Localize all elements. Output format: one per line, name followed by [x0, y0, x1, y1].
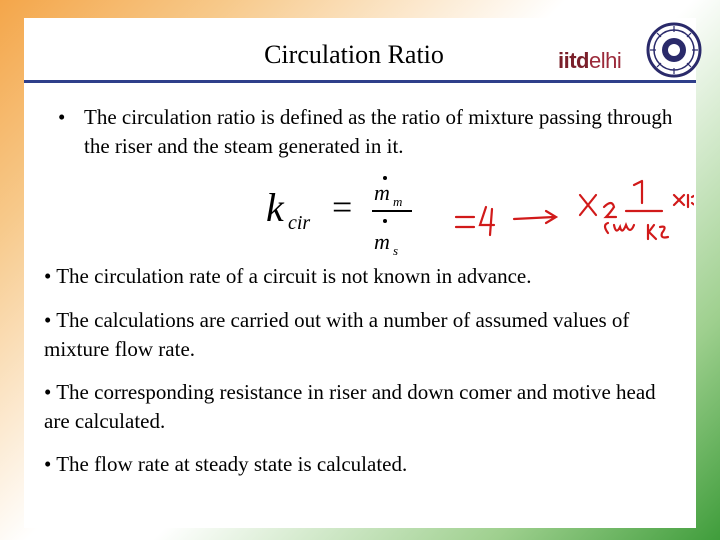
handwritten-annotation — [456, 181, 694, 239]
denominator-dot — [383, 219, 387, 223]
point-4: • The flow rate at steady state is calculated. — [44, 452, 408, 476]
formula-lhs-sub: cir — [288, 212, 311, 234]
formula-denominator-sub: s — [393, 243, 399, 258]
iitd-logo-text — [558, 48, 621, 74]
formula-denominator: m — [374, 229, 390, 254]
formula-lhs: k — [266, 185, 284, 230]
slide-frame — [24, 18, 696, 528]
definition-bullet — [58, 103, 678, 161]
point-1: • The circulation rate of a circuit is not known in advance. — [44, 264, 532, 288]
formula-equals: = — [332, 187, 353, 227]
logo-part2: elhi — [589, 48, 622, 73]
point-2: • The calculations are carried out with a number of assumed values of mixture flow rate. — [44, 308, 630, 361]
bullet-dot: • — [58, 105, 66, 129]
logo-part1: iitd — [558, 48, 589, 73]
title-divider — [24, 80, 696, 83]
formula-numerator-sub: m — [393, 194, 403, 209]
circulation-ratio-formula — [264, 173, 694, 273]
title-bar — [24, 18, 696, 80]
formula-numerator: m — [374, 180, 390, 205]
definition-text: The circulation ratio is defined as the ratio of mixture passing through the riser and the steam generated in it. — [84, 105, 673, 158]
iitd-emblem-icon — [646, 22, 702, 78]
point-3: • The corresponding resistance in riser and down comer and motive head are calculated. — [44, 380, 656, 433]
slide-title: Circulation Ratio — [264, 40, 444, 69]
